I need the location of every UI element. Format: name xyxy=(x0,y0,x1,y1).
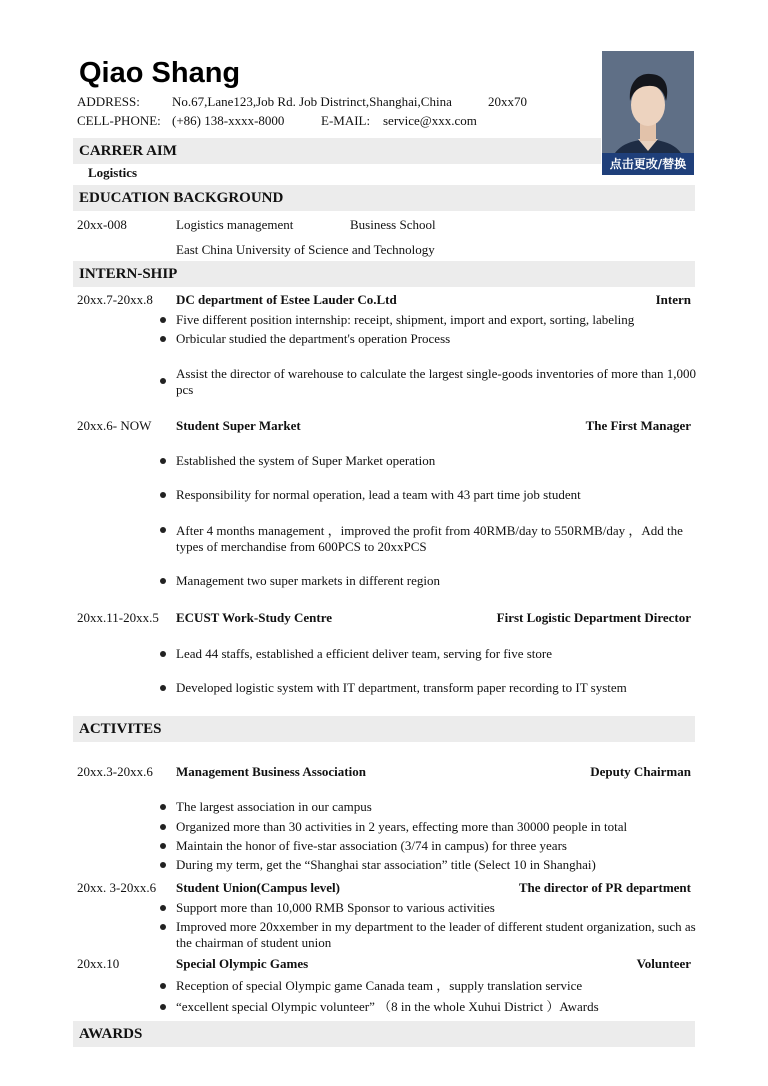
bullet-dot xyxy=(160,685,166,691)
bullet-dot xyxy=(160,983,166,989)
entry-organization: DC department of Estee Lauder Co.Ltd xyxy=(176,292,397,307)
education-major: Logistics management xyxy=(176,217,294,232)
bullet-text: Developed logistic system with IT department, transform paper recording to IT system xyxy=(176,680,627,695)
education-date: 20xx-008 xyxy=(77,217,127,232)
entry-date: 20xx.3-20xx.6 xyxy=(77,764,153,779)
entry-organization: Student Super Market xyxy=(176,418,301,433)
section-career-aim: CARRER AIM xyxy=(73,138,601,164)
education-school: Business School xyxy=(350,217,436,232)
bullet-dot xyxy=(160,378,166,384)
bullet-text: Maintain the honor of five-star association (3/74 in campus) for three years xyxy=(176,838,567,853)
section-activities: ACTIVITES xyxy=(73,716,695,742)
bullet-text: Five different position internship: receipt, shipment, import and export, sorting, labeling xyxy=(176,312,635,327)
bullet-text: Management two super markets in different region xyxy=(176,573,441,588)
address-label: ADDRESS: xyxy=(77,94,140,109)
bullet-dot xyxy=(160,651,166,657)
entry-role: Volunteer xyxy=(636,956,691,971)
email-label: E-MAIL: xyxy=(321,113,371,128)
birth-value: 20xx70 xyxy=(488,94,527,109)
bullet-text: Organized more than 30 activities in 2 years, effecting more than 30000 people in total xyxy=(176,819,628,834)
entry-organization: Special Olympic Games xyxy=(176,956,309,971)
bullet-dot xyxy=(160,843,166,849)
entry-organization: Management Business Association xyxy=(176,764,366,779)
bullet-text: Support more than 10,000 RMB Sponsor to various activities xyxy=(176,900,495,915)
email-value: service@xxx.com xyxy=(383,113,477,128)
address-value: No.67,Lane123,Job Rd. Job Distrinct,Shanghai,China xyxy=(172,94,452,109)
entry-date: 20xx.7-20xx.8 xyxy=(77,292,153,307)
bullet-dot xyxy=(160,492,166,498)
bullet-text: After 4 months management ，improved the profit from 40RMB/day to 550RMB/day ，Add the types of merchandise from 600PCS to 20xxPCS xyxy=(176,523,683,554)
bullet-dot xyxy=(160,336,166,342)
entry-role: Deputy Chairman xyxy=(590,764,691,779)
bullet-text: Responsibility for normal operation, lead a team with 43 part time job student xyxy=(176,487,581,502)
bullet-dot xyxy=(160,824,166,830)
bullet-text: “excellent special Olympic volunteer” （8 in the whole Xuhui District ）Awards xyxy=(176,999,599,1014)
candidate-name: Qiao Shang xyxy=(79,57,241,89)
bullet-dot xyxy=(160,862,166,868)
bullet-dot xyxy=(160,924,166,930)
entry-date: 20xx. 3-20xx.6 xyxy=(77,880,157,895)
bullet-text: The largest association in our campus xyxy=(176,799,372,814)
section-internship: INTERN-SHIP xyxy=(73,261,695,287)
section-awards: AWARDS xyxy=(73,1021,695,1047)
entry-date: 20xx.6- NOW xyxy=(77,418,152,433)
bullet-dot xyxy=(160,527,166,533)
bullet-text: Improved more 20xxember in my department to the leader of different student organization, such as the chairman of student union xyxy=(176,919,696,950)
entry-role: The First Manager xyxy=(585,418,691,433)
section-education: EDUCATION BACKGROUND xyxy=(73,185,695,211)
career-aim-value: Logistics xyxy=(88,165,138,180)
phone-value: (+86) 138-xxxx-8000 xyxy=(172,113,285,128)
bullet-text: Lead 44 staffs, established a efficient deliver team, serving for five store xyxy=(176,646,553,661)
bullet-text: Orbicular studied the department's operation Process xyxy=(176,331,451,346)
entry-date: 20xx.11-20xx.5 xyxy=(77,610,159,625)
bullet-text: Established the system of Super Market operation xyxy=(176,453,436,468)
bullet-dot xyxy=(160,1004,166,1010)
entry-role: The director of PR department xyxy=(518,880,691,895)
bullet-dot xyxy=(160,317,166,323)
phone-label: CELL-PHONE: xyxy=(77,113,161,128)
entry-organization: Student Union(Campus level) xyxy=(176,880,340,895)
bullet-text: Assist the director of warehouse to calculate the largest single-goods inventories of more than 1,000 pcs xyxy=(176,366,696,397)
bullet-dot xyxy=(160,905,166,911)
photo-caption[interactable]: 点击更改/替换 xyxy=(602,153,694,175)
bullet-text: During my term, get the “Shanghai star association” title (Select 10 in Shanghai) xyxy=(176,857,596,872)
profile-photo[interactable] xyxy=(602,51,694,175)
entry-role: Intern xyxy=(655,292,691,307)
bullet-dot xyxy=(160,804,166,810)
entry-date: 20xx.10 xyxy=(77,956,120,971)
bullet-dot xyxy=(160,458,166,464)
education-university: East China University of Science and Technology xyxy=(176,242,435,257)
bullet-text: Reception of special Olympic game Canada team ，supply translation service xyxy=(176,978,583,993)
bullet-dot xyxy=(160,578,166,584)
entry-role: First Logistic Department Director xyxy=(496,610,691,625)
entry-organization: ECUST Work-Study Centre xyxy=(176,610,333,625)
